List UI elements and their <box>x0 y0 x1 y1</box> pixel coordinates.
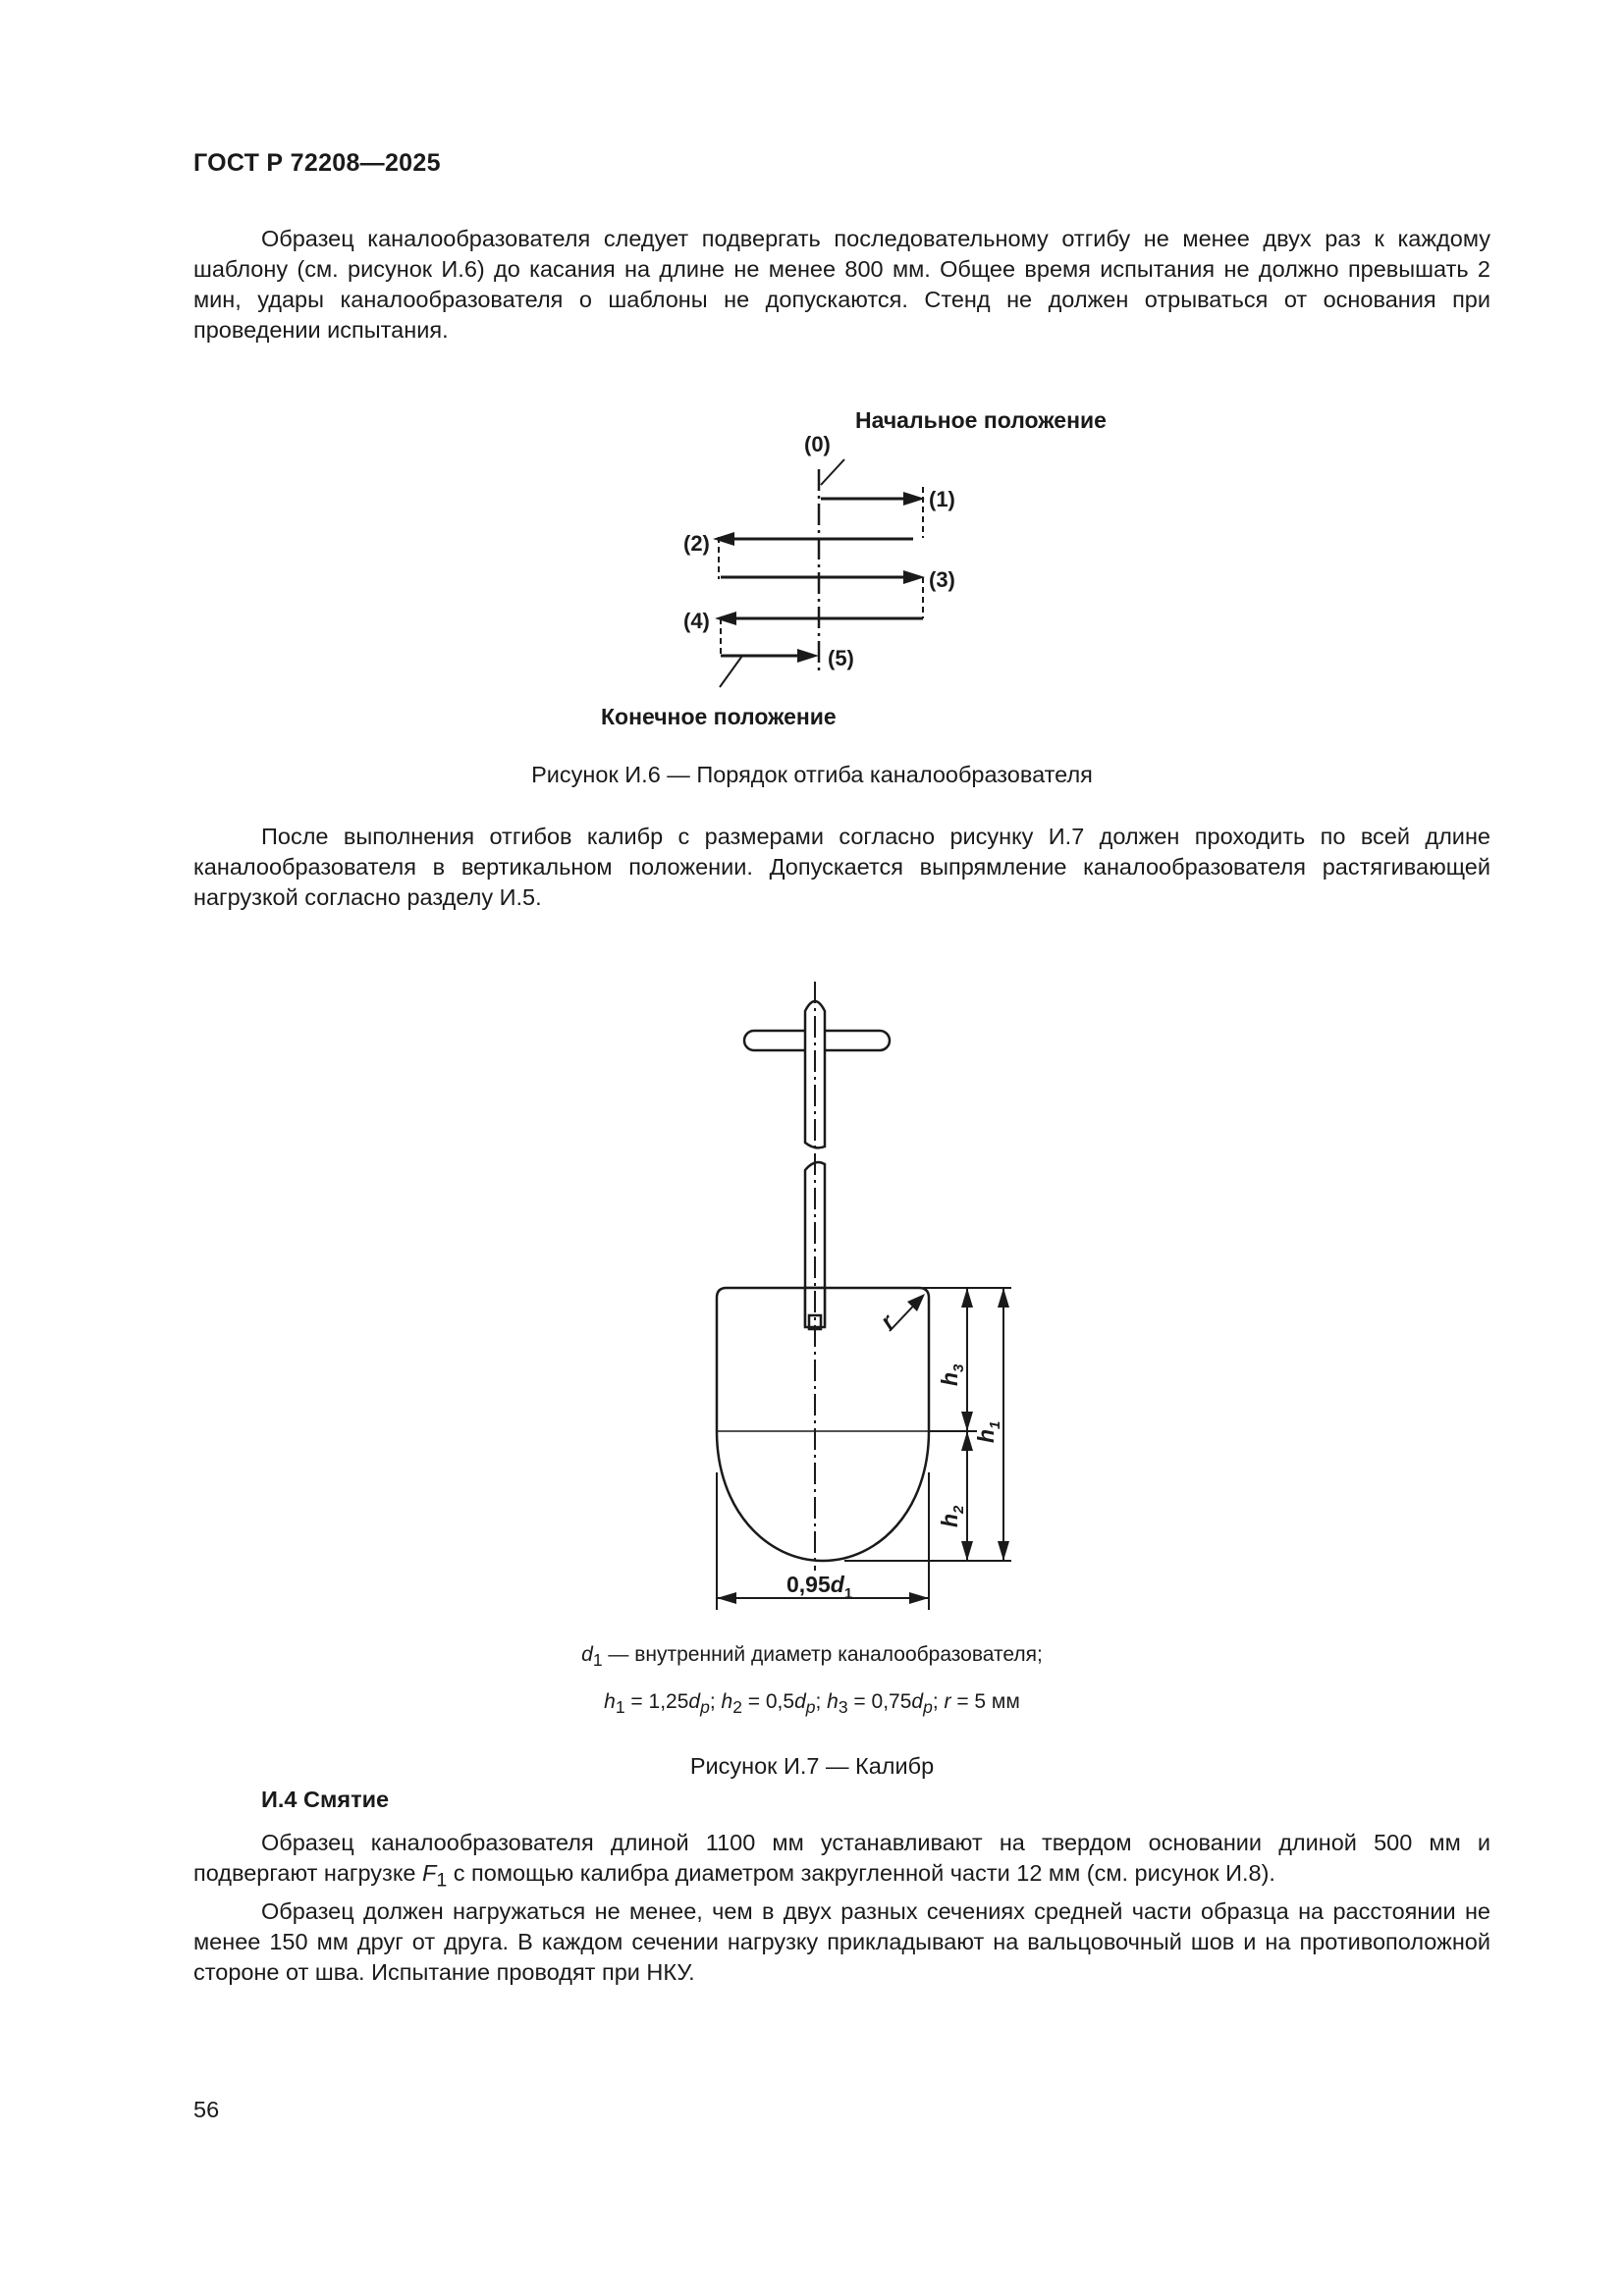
paragraph-text: Образец каналообразователя длиной 1100 мм устанавливают на твердом основании длиной 500 мм и подвергают нагрузке $F_1$ с помощью калибра диаметром закругленной части 12 мм (см. рисунок И.8). <box>193 1830 1490 1892</box>
start-leader <box>821 459 844 485</box>
marker-4: (4) <box>683 609 710 633</box>
figure7-caption: Рисунок И.7 — Калибр <box>689 1753 935 1779</box>
paragraph-crush-test <box>193 1828 1490 1988</box>
figure7-legend-line2: $h_1 = 1,25d_p$; $h_2 = 0,5d_p$; $h_3 = 0,75d_p$; r = 5 мм <box>604 1690 1020 1718</box>
dim-h1-label: $h_1$ <box>973 1420 1003 1443</box>
document-header: ГОСТ Р 72208—2025 <box>193 149 441 177</box>
page-number: 56 <box>193 2097 220 2122</box>
end-position-label: Конечное положение <box>601 704 837 729</box>
figure7-legend-line1: $d_1$ — внутренний диаметр каналообразователя; <box>581 1643 1043 1671</box>
section-title: И.4 Смятие <box>261 1787 390 1812</box>
figure6-caption: Рисунок И.6 — Порядок отгиба каналообразователя <box>531 762 1093 787</box>
end-leader <box>720 656 742 687</box>
paragraph-text: Образец каналообразователя следует подвергать последовательному отгибу не менее двух раз к каждому шаблону (см. рисунок И.6) до касания на длине не менее 800 мм. Общее время испытания не должно превышать 2 мин, удары каналообразователя о шаблоны не допускаются. Стенд не должен отрываться от основания при проведении испытания. <box>193 226 1490 343</box>
dim-r-label: r <box>875 1308 899 1334</box>
paragraph-caliber-check <box>193 822 1490 913</box>
paragraph-text: Образец должен нагружаться не менее, чем в двух разных сечениях средней части образца на расстоянии не менее 150 мм друг от друга. В каждом сечении нагрузку прикладывают на вальцовочный шов и на противоположной стороне от шва. Испытание проводят при НКУ. <box>193 1897 1490 1985</box>
marker-0: (0) <box>804 432 831 456</box>
paragraph-text: После выполнения отгибов калибр с размерами согласно рисунку И.7 должен проходить по всей длине каналообразователя в вертикальном положении. Допускается выпрямление каналообразователя растягивающей нагрузкой согласно разделу И.5. <box>193 824 1490 910</box>
dim-width-label: $0,95d_1$ <box>786 1572 853 1602</box>
marker-5: (5) <box>828 646 854 670</box>
dim-h3-label: $h_3$ <box>937 1363 967 1386</box>
dim-h2-label: $h_2$ <box>937 1505 967 1527</box>
marker-1: (1) <box>929 487 955 511</box>
marker-2: (2) <box>683 531 710 556</box>
start-position-label: Начальное положение <box>855 407 1107 433</box>
marker-3: (3) <box>929 567 955 592</box>
